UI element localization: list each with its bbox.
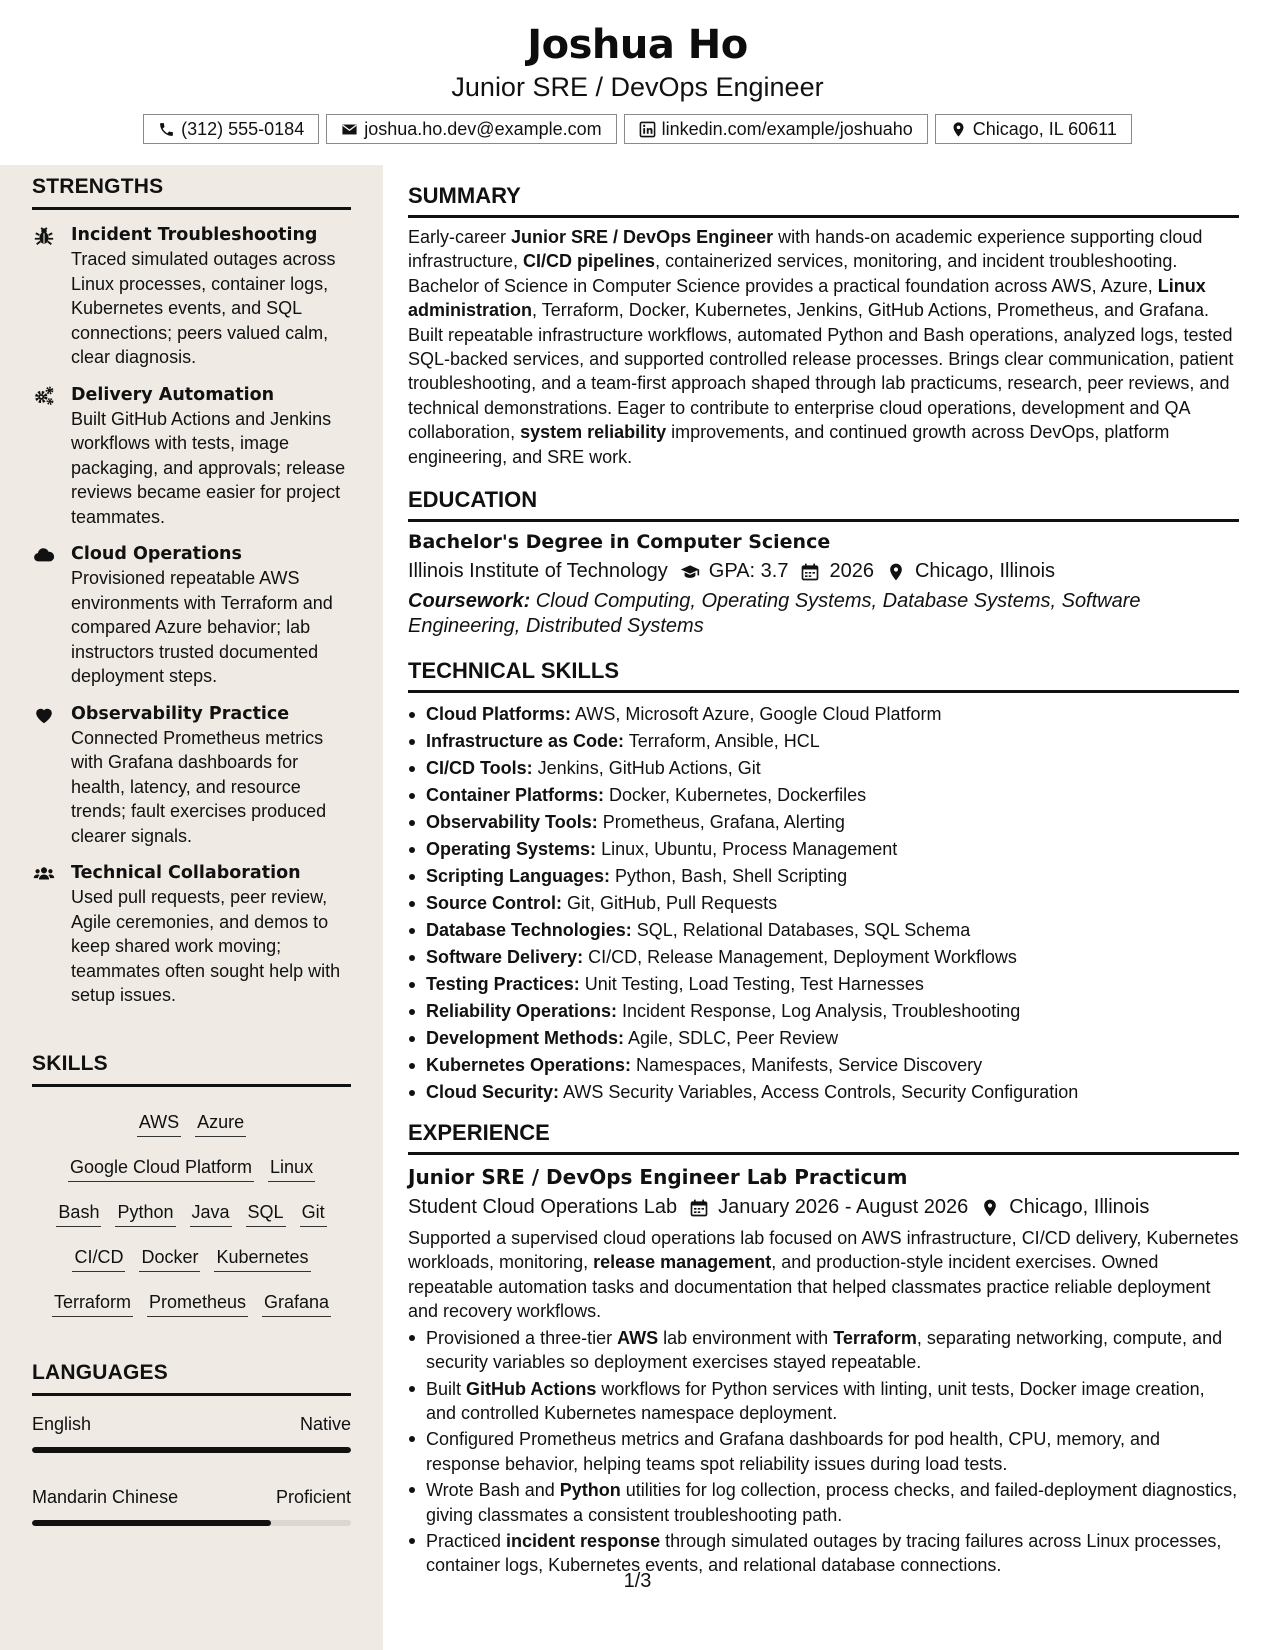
strength-title: Technical Collaboration — [71, 863, 301, 883]
skill-tag: Bash — [56, 1201, 101, 1227]
skill-category: Development Methods: — [426, 1028, 625, 1049]
emphasis-text: GitHub Actions — [466, 1378, 597, 1399]
text-run: Built — [426, 1378, 467, 1399]
technical-skill-item — [408, 971, 1239, 998]
skill-category: Operating Systems: — [426, 839, 597, 860]
summary-heading: SUMMARY — [408, 183, 521, 208]
text-run: , containerized services, monitoring, and incident troubleshooting. Bachelor of Science in Computer Science provides a practical foundation across AWS, Azure, — [408, 251, 1178, 296]
skill-tag: CI/CD — [72, 1246, 125, 1272]
section-divider — [408, 519, 1239, 522]
text-run: utilities for log collection, process checks, and failed-deployment diagnostics, giving classmates a consistent troubleshooting path. — [426, 1480, 1238, 1525]
section-divider — [32, 1084, 351, 1087]
job-bullets — [408, 1326, 1239, 1578]
contact-linkedin[interactable] — [624, 114, 928, 144]
job-dates: January 2026 - August 2026 — [718, 1196, 969, 1219]
language-proficiency-fill — [32, 1520, 271, 1526]
language-level: Proficient — [275, 1487, 351, 1507]
technical-skill-item — [408, 1052, 1239, 1079]
technical-skill-item — [408, 863, 1239, 890]
text-run: through simulated outages by tracing failures across Linux processes, container logs, Kubernetes events, and relational database connections. — [426, 1530, 1222, 1576]
skill-category: Kubernetes Operations: — [426, 1055, 632, 1076]
heart-icon — [32, 704, 56, 726]
emphasis-text: release management — [593, 1252, 772, 1273]
cloud-icon — [32, 544, 56, 566]
contact-email[interactable] — [326, 114, 616, 144]
text-run: lab environment with — [658, 1327, 834, 1348]
experience-heading: EXPERIENCE — [408, 1120, 550, 1146]
job-bullet — [408, 1427, 1239, 1476]
text-run: improvements, and continued growth across DevOps, platform engineering, and SRE work. — [408, 422, 1170, 467]
text-run: Practiced — [426, 1530, 507, 1551]
skill-category: Reliability Operations: — [426, 1001, 618, 1022]
skill-category: Software Delivery: — [426, 947, 584, 968]
skill-category: Observability Tools: — [426, 812, 598, 833]
emphasis-text: Terraform — [833, 1327, 917, 1348]
education-meta — [408, 560, 1239, 583]
emphasis-text: Python — [559, 1480, 621, 1501]
job-bullet — [408, 1377, 1239, 1426]
coursework-label: Coursework: — [408, 590, 531, 613]
skill-tag: SQL — [246, 1201, 286, 1227]
technical-skill-item — [408, 998, 1239, 1025]
strength-title: Delivery Automation — [71, 384, 275, 405]
skills-section — [32, 1052, 351, 1326]
strength-title: Observability Practice — [71, 703, 290, 724]
skill-tag: Google Cloud Platform — [68, 1156, 254, 1182]
text-run: with hands-on academic experience supporting cloud infrastructure, — [408, 227, 1203, 272]
text-run: , separating networking, compute, and security variables so deployment exercises stayed repeatable. — [426, 1327, 1223, 1373]
technical-skill-item — [408, 701, 1239, 728]
emphasis-text: Junior SRE / DevOps Engineer — [511, 227, 774, 247]
users-icon — [32, 863, 56, 885]
map-pin-icon — [980, 1198, 1000, 1218]
degree-title: Bachelor's Degree in Computer Science — [408, 531, 831, 554]
job-bullet — [408, 1478, 1239, 1527]
strength-title: Incident Troubleshooting — [71, 225, 318, 245]
contact-location-text: Chicago, IL 60611 — [972, 118, 1117, 139]
technical-skills-heading: TECHNICAL SKILLS — [408, 658, 620, 684]
job-description — [408, 1226, 1239, 1324]
technical-skill-item — [408, 944, 1239, 971]
education-section — [408, 487, 1239, 638]
skill-tag-row — [32, 1191, 351, 1236]
section-divider — [408, 215, 1239, 218]
employer-name: Student Cloud Operations Lab — [408, 1196, 678, 1219]
section-divider — [408, 690, 1239, 693]
summary-text — [408, 225, 1239, 469]
skill-values: Agile, SDLC, Peer Review — [624, 1028, 839, 1049]
candidate-name: Joshua Ho — [527, 22, 748, 68]
emphasis-text: AWS — [617, 1327, 659, 1348]
skill-values: Docker, Kubernetes, Dockerfiles — [604, 785, 867, 806]
skill-values: Incident Response, Log Analysis, Troubleshooting — [617, 1001, 1021, 1022]
text-run: workflows for Python services with linting, unit tests, Docker image creation, and controlled Kubernetes namespace deployment. — [426, 1378, 1205, 1423]
strength-description: Traced simulated outages across Linux processes, container logs, Kubernetes events, and SQL connections; peers valued calm, clear diagnosis. — [71, 249, 336, 367]
language-item — [32, 1487, 351, 1526]
technical-skill-item — [408, 809, 1239, 836]
emphasis-text: Linux administration — [408, 275, 1206, 321]
page-number: 1/3 — [623, 1570, 652, 1592]
contact-phone[interactable] — [143, 114, 319, 144]
calendar-icon — [689, 1198, 709, 1218]
skill-values: AWS Security Variables, Access Controls, Security Configuration — [559, 1082, 1079, 1103]
technical-skills-list — [408, 701, 1239, 1106]
skill-category: Scripting Languages: — [426, 866, 611, 887]
technical-skill-item — [408, 1079, 1239, 1106]
skill-category: Cloud Security: — [426, 1082, 560, 1103]
job-location: Chicago, Illinois — [1009, 1196, 1150, 1219]
main-column — [408, 183, 1239, 1580]
skill-tag: Linux — [268, 1156, 315, 1182]
skill-category: Database Technologies: — [426, 920, 632, 941]
section-divider — [32, 1393, 351, 1396]
skill-values: Jenkins, GitHub Actions, Git — [532, 758, 761, 779]
skill-category: Testing Practices: — [426, 974, 580, 995]
map-pin-icon — [950, 121, 967, 138]
strength-title: Cloud Operations — [71, 544, 242, 564]
skills-heading: SKILLS — [32, 1052, 108, 1075]
job-bullet — [408, 1326, 1239, 1375]
strengths-section — [32, 175, 351, 1008]
envelope-icon — [341, 121, 358, 138]
technical-skill-item — [408, 836, 1239, 863]
section-divider — [32, 207, 351, 210]
skill-tag: Java — [190, 1201, 232, 1227]
technical-skill-item — [408, 1025, 1239, 1052]
skill-tag: Kubernetes — [214, 1246, 310, 1272]
skill-values: Prometheus, Grafana, Alerting — [597, 812, 845, 833]
skill-values: CI/CD, Release Management, Deployment Workflows — [583, 947, 1017, 968]
strength-item — [32, 861, 351, 1008]
language-name: Mandarin Chinese — [32, 1487, 179, 1507]
language-level: Native — [299, 1414, 351, 1434]
contact-bar — [0, 114, 1275, 144]
job-title: Junior SRE / DevOps Engineer Lab Practicum — [408, 1165, 908, 1190]
skill-values: Namespaces, Manifests, Service Discovery — [631, 1055, 983, 1076]
gpa: GPA: 3.7 — [708, 560, 789, 583]
skill-category: CI/CD Tools: — [426, 758, 533, 779]
linkedin-icon — [639, 121, 656, 138]
strength-item — [32, 223, 351, 370]
languages-section — [32, 1361, 351, 1526]
text-run: Early-career — [408, 227, 512, 247]
skill-tag-row — [32, 1236, 351, 1281]
technical-skill-item — [408, 917, 1239, 944]
text-run: Configured Prometheus metrics and Grafana dashboards for pod health, CPU, memory, and response behavior, helping teams spot reliability issues during load tests. — [426, 1429, 1161, 1474]
text-run: Wrote Bash and — [426, 1480, 560, 1501]
skill-tag: AWS — [137, 1111, 181, 1137]
skill-category: Infrastructure as Code: — [426, 731, 625, 752]
skill-values: Python, Bash, Shell Scripting — [610, 866, 848, 887]
skill-tag: Grafana — [262, 1291, 331, 1317]
gears-icon — [32, 385, 56, 407]
sidebar — [0, 165, 383, 1650]
strengths-heading: STRENGTHS — [32, 175, 164, 198]
skill-values: Linux, Ubuntu, Process Management — [596, 839, 898, 860]
languages-heading: LANGUAGES — [32, 1361, 168, 1384]
text-run: , Terraform, Docker, Kubernetes, Jenkins, GitHub Actions, Prometheus, and Grafana. Built repeatable infrastructure workflows, automated Python and Bash operations, analyzed logs, tested SQL-backed services, and supported controlled release processes. Brings clear communication, patient troubleshooting, and a team-first approach shaped through lab practicums, research, peer reviews, and technical demonstrations. Eager to contribute to enterprise cloud operations, development and QA collaboration, — [408, 300, 1234, 443]
coursework-list: Cloud Computing, Operating Systems, Database Systems, Software Engineering, Distributed Systems — [408, 590, 1141, 637]
technical-skill-item — [408, 755, 1239, 782]
skill-values: Git, GitHub, Pull Requests — [562, 893, 778, 914]
language-item — [32, 1414, 351, 1453]
strength-item — [32, 542, 351, 689]
text-run: Provisioned a three-tier — [426, 1327, 618, 1348]
skill-category: Container Platforms: — [426, 785, 605, 806]
skill-tag: Python — [115, 1201, 175, 1227]
skills-tag-cloud — [32, 1101, 351, 1326]
skill-tag-row — [32, 1101, 351, 1146]
section-divider — [408, 1152, 1239, 1155]
phone-icon — [158, 121, 175, 138]
skill-tag: Azure — [195, 1111, 246, 1137]
contact-email-text: joshua.ho.dev@example.com — [364, 118, 602, 139]
skill-values: Unit Testing, Load Testing, Test Harnesses — [579, 974, 924, 995]
skill-values: Terraform, Ansible, HCL — [624, 731, 820, 752]
skill-category: Cloud Platforms: — [426, 704, 572, 725]
technical-skill-item — [408, 782, 1239, 809]
skill-values: AWS, Microsoft Azure, Google Cloud Platform — [571, 704, 942, 725]
technical-skill-item — [408, 890, 1239, 917]
technical-skills-section — [408, 658, 1239, 1106]
bug-icon — [32, 225, 56, 247]
language-proficiency-bar — [32, 1520, 351, 1526]
graduation-cap-icon — [680, 562, 700, 582]
skill-values: SQL, Relational Databases, SQL Schema — [631, 920, 971, 941]
text-run: , and production-style incident exercises. Owned repeatable automation tasks and documentation that helped classmates practice reliable deployment and recovery workflows. — [408, 1252, 1211, 1322]
strength-item — [32, 383, 351, 530]
calendar-icon — [800, 562, 820, 582]
strength-description: Connected Prometheus metrics with Grafana dashboards for health, latency, and resource trends; fault exercises produced clearer signals. — [71, 727, 327, 846]
technical-skill-item — [408, 728, 1239, 755]
emphasis-text: incident response — [506, 1530, 661, 1551]
language-proficiency-fill — [32, 1447, 351, 1453]
language-name: English — [32, 1414, 92, 1434]
map-pin-icon — [886, 562, 906, 582]
language-proficiency-bar — [32, 1447, 351, 1453]
experience-section — [408, 1120, 1239, 1578]
education-location: Chicago, Illinois — [914, 560, 1056, 583]
strength-description: Used pull requests, peer review, Agile ceremonies, and demos to keep shared work moving; teammates often sought help with setup issues. — [71, 887, 341, 1005]
skill-tag: Prometheus — [147, 1291, 248, 1317]
contact-location[interactable] — [935, 114, 1132, 144]
contact-linkedin-text: linkedin.com/example/joshuaho — [661, 118, 913, 139]
skill-tag: Git — [300, 1201, 327, 1227]
job-meta — [408, 1196, 1239, 1219]
summary-section — [408, 183, 1239, 469]
skill-tag: Terraform — [52, 1291, 133, 1317]
skill-category: Source Control: — [426, 893, 563, 914]
skill-tag-row — [32, 1281, 351, 1326]
strength-description: Built GitHub Actions and Jenkins workflows with tests, image packaging, and approvals; release reviews became easier for project teammates. — [71, 408, 346, 527]
school-name: Illinois Institute of Technology — [408, 560, 668, 583]
skill-tag-row — [32, 1146, 351, 1191]
strength-description: Provisioned repeatable AWS environments with Terraform and compared Azure behavior; lab instructors trusted documented deployment steps. — [71, 568, 333, 686]
coursework — [408, 589, 1239, 638]
graduation-year: 2026 — [829, 560, 874, 583]
resume-header — [0, 0, 1275, 158]
emphasis-text: system reliability — [520, 422, 667, 443]
emphasis-text: CI/CD pipelines — [523, 251, 656, 272]
skill-tag: Docker — [139, 1246, 200, 1272]
candidate-role: Junior SRE / DevOps Engineer — [451, 72, 824, 102]
education-heading: EDUCATION — [408, 487, 538, 513]
strength-item — [32, 702, 351, 849]
contact-phone-text: (312) 555-0184 — [181, 118, 305, 139]
text-run: Supported a supervised cloud operations lab focused on AWS infrastructure, CI/CD delivery, Kubernetes workloads, monitoring, — [408, 1228, 1239, 1273]
